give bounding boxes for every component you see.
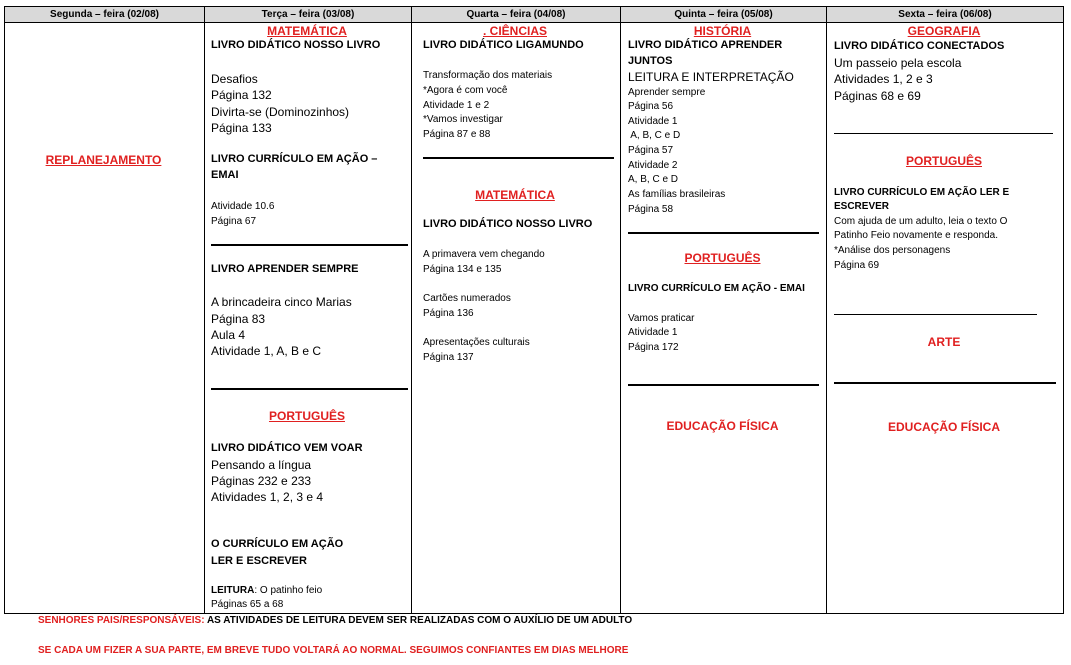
column-divider xyxy=(411,7,412,613)
tuesday-b5-l1 xyxy=(211,585,322,598)
divider xyxy=(834,382,1056,384)
friday-subject-art: ARTE xyxy=(927,335,961,349)
wednesday-b2-l1: A primavera vem chegando xyxy=(423,249,545,260)
thursday-b1-l8: A, B, C e D xyxy=(628,174,679,185)
reading-label: LEITURA xyxy=(211,585,255,596)
thursday-b1-l1: LEITURA E INTERPRETAÇÃO xyxy=(628,70,794,84)
wednesday-b2-l2: Página 134 e 135 xyxy=(423,264,502,275)
tuesday-b1-l1: Desafios xyxy=(211,72,258,86)
friday-b2-l1: Com ajuda de um adulto, leia o texto O xyxy=(834,216,1008,227)
friday-b2-l2: Patinho Feio novamente e responda. xyxy=(834,230,998,241)
divider xyxy=(628,384,819,386)
wednesday-b2-l4: Página 136 xyxy=(423,308,474,319)
thursday-subject-portuguese: PORTUGUÊS xyxy=(684,251,761,265)
monday-replanning: REPLANEJAMENTO xyxy=(45,153,162,167)
wednesday-book2: LIVRO DIDÁTICO NOSSO LIVRO xyxy=(423,218,593,230)
thursday-b1-l6: Página 57 xyxy=(628,145,674,156)
thursday-b1-l2: Aprender sempre xyxy=(628,87,706,98)
tuesday-b4-l1: Pensando a língua xyxy=(211,458,312,472)
wednesday-b1-l4: *Vamos investigar xyxy=(423,114,503,125)
tuesday-b3-l3: Aula 4 xyxy=(211,328,246,342)
friday-subject-pe: EDUCAÇÃO FÍSICA xyxy=(887,420,1000,434)
tuesday-book2-l1: LIVRO CURRÍCULO EM AÇÃO – xyxy=(211,153,378,165)
header-monday: Segunda – feira (02/08) xyxy=(5,7,204,23)
footer-note-text: AS ATIVIDADES DE LEITURA DEVEM SER REALIZADAS COM O AUXÍLIO DE UM ADULTO xyxy=(204,615,633,626)
friday-book1: LIVRO DIDÁTICO CONECTADOS xyxy=(834,40,1005,52)
divider xyxy=(628,232,819,234)
friday-b1-l3: Páginas 68 e 69 xyxy=(834,89,921,103)
wednesday-subject-science: . CIÊNCIAS xyxy=(482,24,547,38)
friday-b1-l1: Um passeio pela escola xyxy=(834,56,962,70)
friday-subject-geography: GEOGRAFIA xyxy=(907,24,981,38)
column-divider xyxy=(826,7,827,613)
header-thursday: Quinta – feira (05/08) xyxy=(621,7,826,23)
tuesday-book5-l2: LER E ESCREVER xyxy=(211,555,307,567)
thursday-b1-l10: Página 58 xyxy=(628,204,674,215)
tuesday-b3-l1: A brincadeira cinco Marias xyxy=(211,295,352,309)
header-wednesday: Quarta – feira (04/08) xyxy=(412,7,620,23)
thursday-book2: LIVRO CURRÍCULO EM AÇÃO - EMAI xyxy=(628,283,805,294)
tuesday-book1: LIVRO DIDÁTICO NOSSO LIVRO xyxy=(211,39,381,51)
thursday-b1-l7: Atividade 2 xyxy=(628,160,678,171)
footer-label: SENHORES PAIS/RESPONSÁVEIS: xyxy=(38,615,205,626)
friday-b2-l4: Página 69 xyxy=(834,260,880,271)
thursday-subject-pe: EDUCAÇÃO FÍSICA xyxy=(666,419,779,433)
header-tuesday: Terça – feira (03/08) xyxy=(205,7,411,23)
tuesday-subject-math: MATEMÁTICA xyxy=(267,24,347,38)
thursday-b1-l9: As famílias brasileiras xyxy=(628,189,726,200)
tuesday-b5-l2: Páginas 65 a 68 xyxy=(211,599,284,610)
divider xyxy=(834,133,1053,134)
friday-book2-l2: ESCREVER xyxy=(834,201,890,212)
divider xyxy=(834,314,1037,315)
friday-b1-l2: Atividades 1, 2 e 3 xyxy=(834,72,933,86)
tuesday-b1-l2: Página 132 xyxy=(211,88,272,102)
thursday-b2-l2: Atividade 1 xyxy=(628,327,678,338)
header-friday: Sexta – feira (06/08) xyxy=(827,7,1063,23)
footer-note xyxy=(38,615,632,626)
reading-text: : O patinho feio xyxy=(254,585,323,596)
friday-book2-l1: LIVRO CURRÍCULO EM AÇÃO LER E xyxy=(834,187,1010,198)
tuesday-b4-l3: Atividades 1, 2, 3 e 4 xyxy=(211,490,324,504)
thursday-b2-l3: Página 172 xyxy=(628,342,679,353)
tuesday-book3: LIVRO APRENDER SEMPRE xyxy=(211,263,359,275)
friday-subject-portuguese: PORTUGUÊS xyxy=(905,154,982,168)
column-divider xyxy=(204,7,205,613)
tuesday-b1-l4: Página 133 xyxy=(211,121,272,135)
footer-motto: SE CADA UM FIZER A SUA PARTE, EM BREVE TUDO VOLTARÁ AO NORMAL. SEGUIMOS CONFIANTES EM DIAS MELHORE xyxy=(38,645,629,656)
tuesday-b4-l2: Páginas 232 e 233 xyxy=(211,474,312,488)
tuesday-b1-l3: Divirta-se (Dominozinhos) xyxy=(211,105,350,119)
thursday-subject-history: HISTÓRIA xyxy=(693,24,752,38)
tuesday-b2-l2: Página 67 xyxy=(211,216,257,227)
wednesday-b1-l5: Página 87 e 88 xyxy=(423,129,491,140)
tuesday-subject-portuguese: PORTUGUÊS xyxy=(268,409,345,423)
tuesday-book4: LIVRO DIDÁTICO VEM VOAR xyxy=(211,442,363,454)
wednesday-book1: LIVRO DIDÁTICO LIGAMUNDO xyxy=(423,39,584,51)
column-divider xyxy=(620,7,621,613)
wednesday-subject-math: MATEMÁTICA xyxy=(475,188,555,202)
thursday-b2-l1: Vamos praticar xyxy=(628,313,695,324)
friday-b2-l3: *Análise dos personagens xyxy=(834,245,951,256)
tuesday-book2-l2: EMAI xyxy=(211,169,239,181)
thursday-b1-l5: A, B, C e D xyxy=(628,130,681,141)
thursday-b1-l3: Página 56 xyxy=(628,101,674,112)
thursday-b1-l4: Atividade 1 xyxy=(628,116,678,127)
wednesday-b1-l3: Atividade 1 e 2 xyxy=(423,100,490,111)
divider xyxy=(423,157,614,159)
wednesday-b2-l6: Página 137 xyxy=(423,352,474,363)
wednesday-b1-l1: Transformação dos materiais xyxy=(423,70,553,81)
thursday-book1-l2: JUNTOS xyxy=(628,55,673,67)
tuesday-b3-l2: Página 83 xyxy=(211,312,266,326)
tuesday-b3-l4: Atividade 1, A, B e C xyxy=(211,344,322,358)
tuesday-b2-l1: Atividade 10.6 xyxy=(211,201,275,212)
tuesday-book5-l1: O CURRÍCULO EM AÇÃO xyxy=(211,538,344,550)
thursday-book1-l1: LIVRO DIDÁTICO APRENDER xyxy=(628,39,783,51)
wednesday-b2-l5: Apresentações culturais xyxy=(423,337,530,348)
wednesday-b2-l3: Cartões numerados xyxy=(423,293,511,304)
divider xyxy=(211,388,408,390)
divider xyxy=(211,244,408,246)
wednesday-b1-l2: *Agora é com você xyxy=(423,85,508,96)
